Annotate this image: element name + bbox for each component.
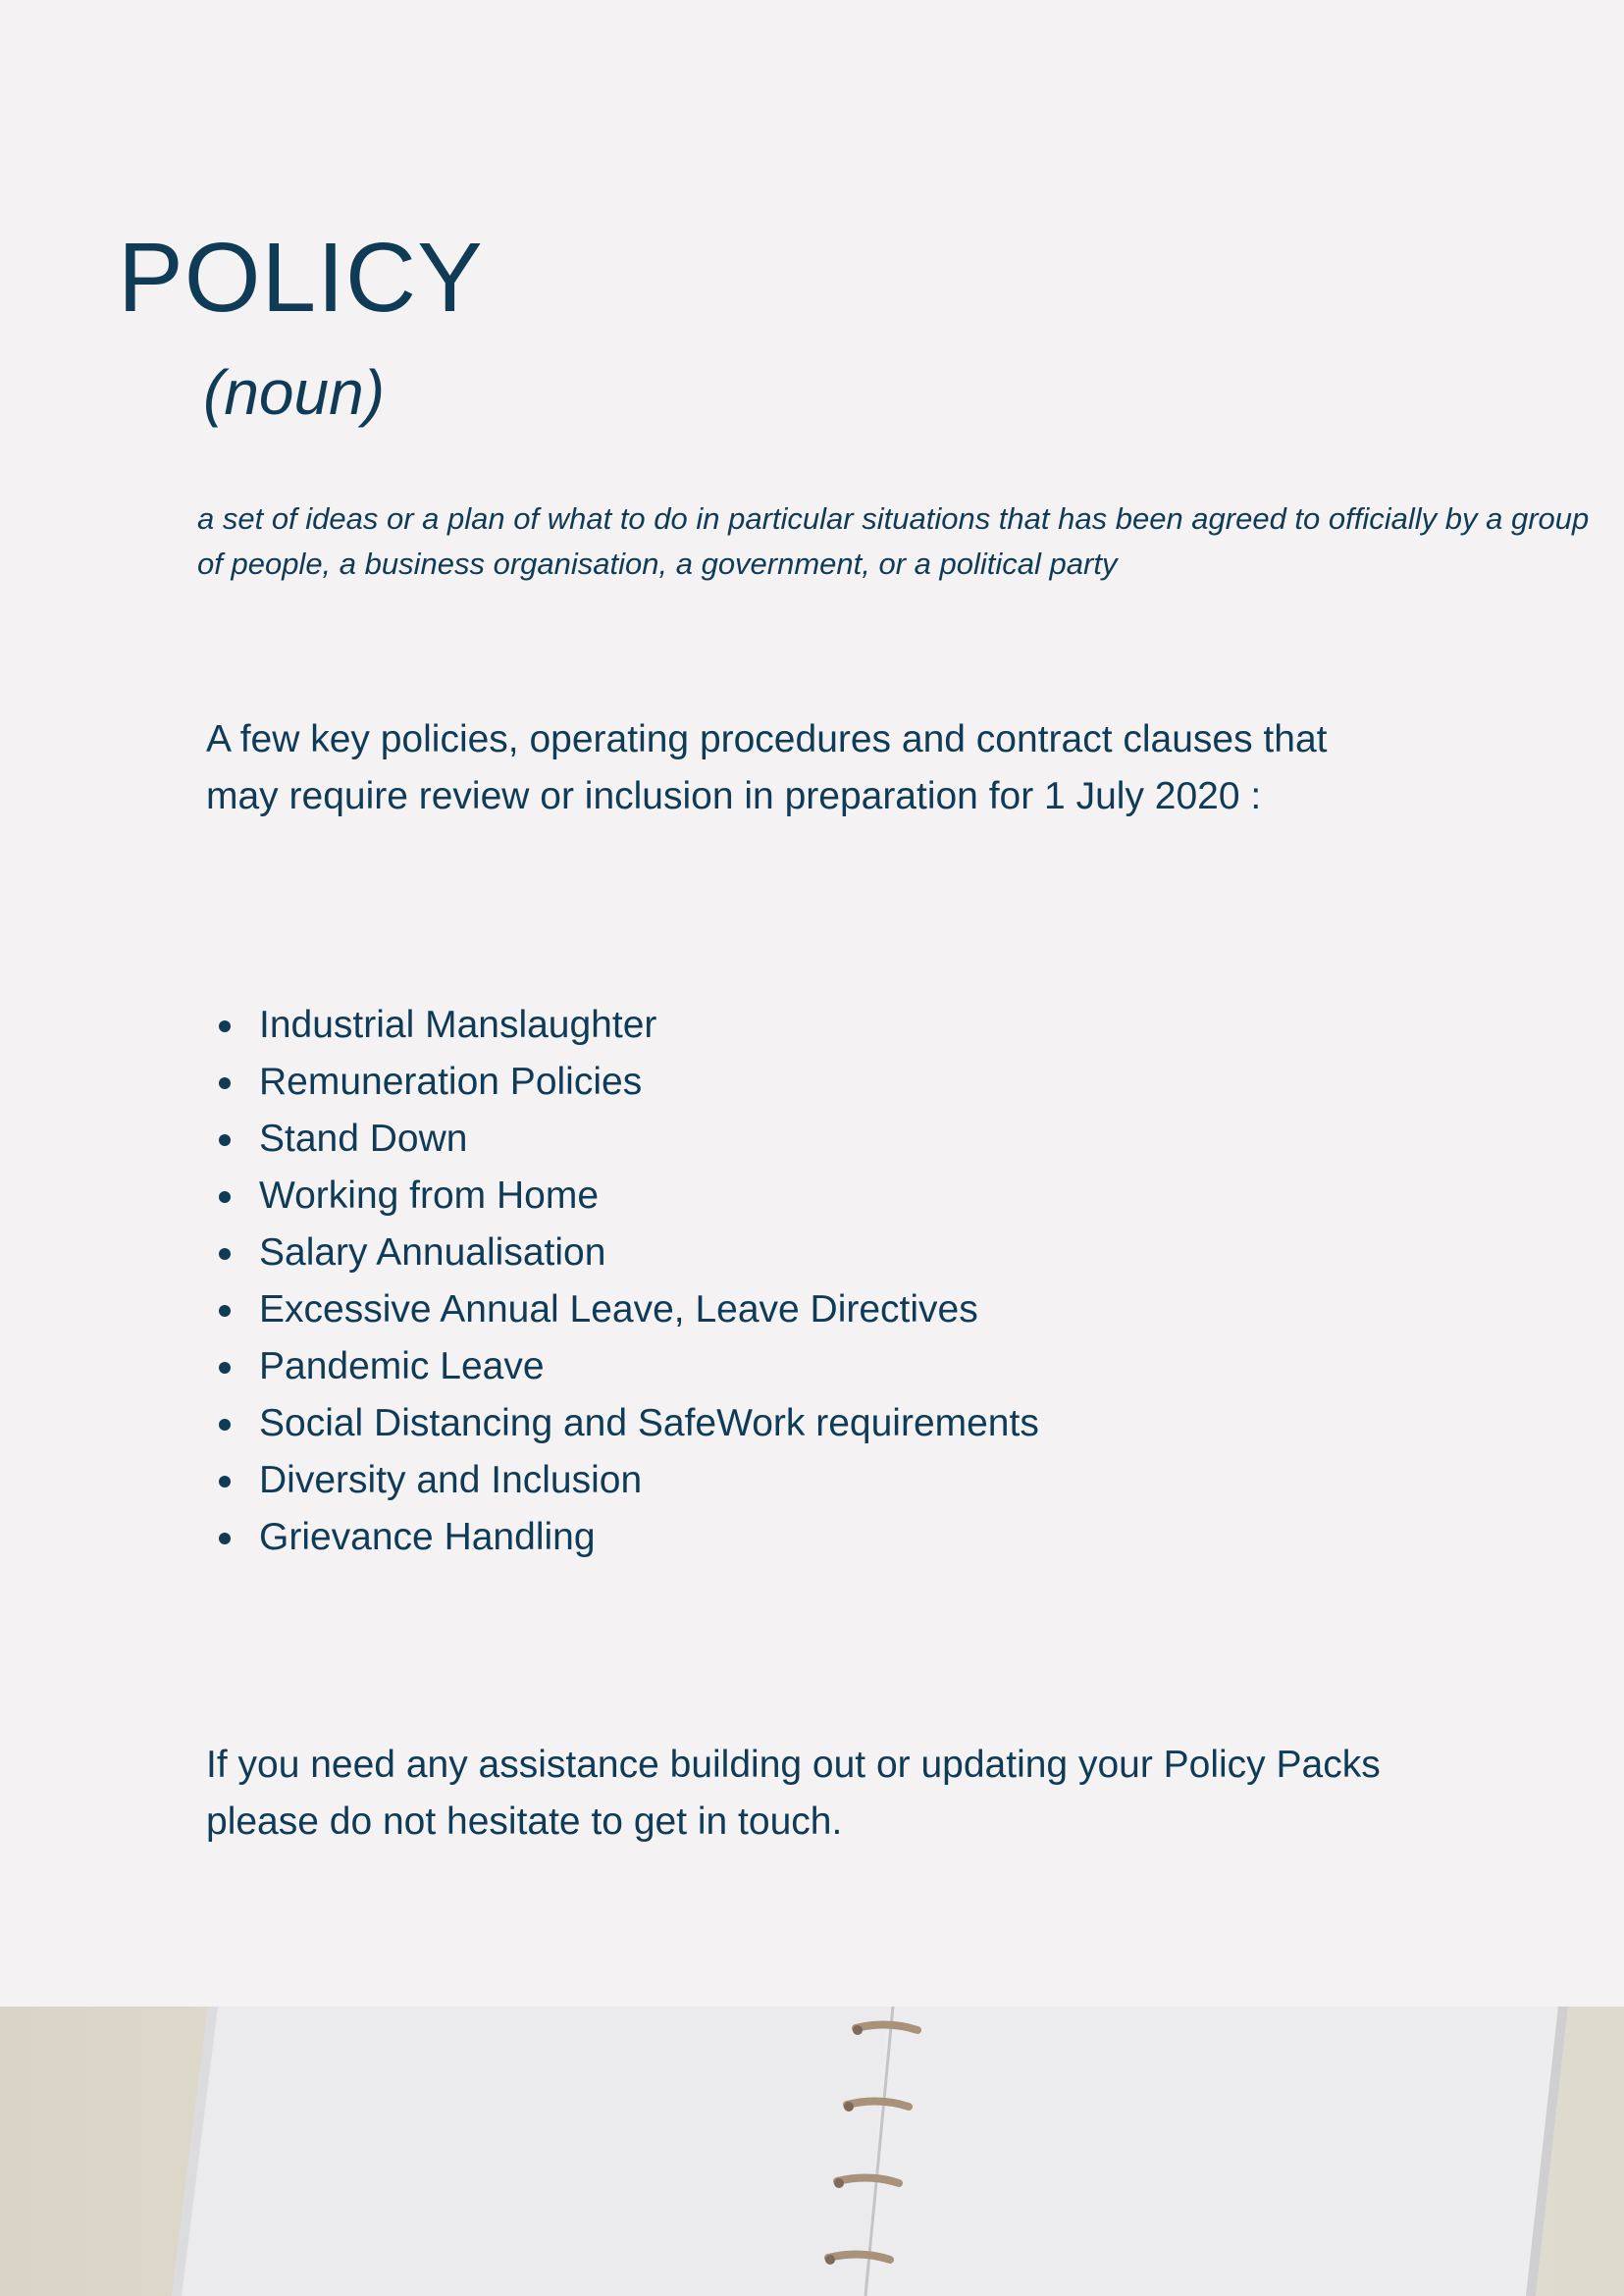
list-item-label: Stand Down: [259, 1118, 468, 1160]
bullet-icon: [219, 1305, 231, 1317]
bullet-icon: [219, 1191, 231, 1203]
page-title: POLICY: [118, 223, 484, 333]
spiral-hole: [834, 2178, 844, 2188]
list-item: [206, 1338, 1039, 1395]
list-item-label: Diversity and Inclusion: [259, 1459, 643, 1501]
list-item-label: Excessive Annual Leave, Leave Directives: [259, 1288, 978, 1331]
list-item-label: Industrial Manslaughter: [259, 1004, 657, 1046]
policy-list: [206, 997, 1039, 1566]
bullet-icon: [219, 1134, 231, 1146]
spiral-hole: [853, 2025, 863, 2035]
spiral-hole: [825, 2255, 835, 2265]
definition-text: a set of ideas or a plan of what to do in particular situations that has been agreed to officially by a group of people, a business organisation, a government, or a political party: [197, 501, 1590, 581]
list-item: [206, 1452, 1039, 1509]
spiral-notebook-photo: [0, 2007, 1624, 2296]
list-item: [206, 1281, 1039, 1338]
list-item: [206, 1054, 1039, 1111]
list-item-label: Grievance Handling: [259, 1516, 596, 1558]
notebook-illustration: [0, 2007, 1624, 2296]
list-item: [206, 1111, 1039, 1168]
list-item: [206, 997, 1039, 1054]
list-item-label: Pandemic Leave: [259, 1345, 545, 1387]
list-item: [206, 1225, 1039, 1281]
notebook-right-page: [864, 2007, 1568, 2296]
part-of-speech: (noun): [203, 357, 385, 428]
bullet-icon: [219, 1533, 231, 1544]
list-item-label: Working from Home: [259, 1174, 600, 1217]
intro-paragraph: A few key policies, operating procedures and contract clauses that may require review or inclusion in preparation for 1 July 2020 :: [206, 718, 1328, 817]
list-item-label: Social Distancing and SafeWork requirements: [259, 1402, 1039, 1444]
closing-paragraph: If you need any assistance building out or updating your Policy Packs please do not hesitate to get in touch.: [206, 1744, 1381, 1843]
list-item: [206, 1395, 1039, 1452]
list-item-label: Salary Annualisation: [259, 1231, 606, 1274]
bullet-icon: [219, 1362, 231, 1374]
bullet-icon: [219, 1419, 231, 1431]
list-item: [206, 1168, 1039, 1225]
list-item: [206, 1509, 1039, 1566]
bullet-icon: [219, 1476, 231, 1487]
bullet-icon: [219, 1077, 231, 1089]
bullet-icon: [219, 1248, 231, 1260]
notebook-left-page: [172, 2007, 888, 2296]
bullet-icon: [219, 1020, 231, 1032]
list-item-label: Remuneration Policies: [259, 1061, 643, 1103]
spiral-hole: [844, 2102, 854, 2112]
